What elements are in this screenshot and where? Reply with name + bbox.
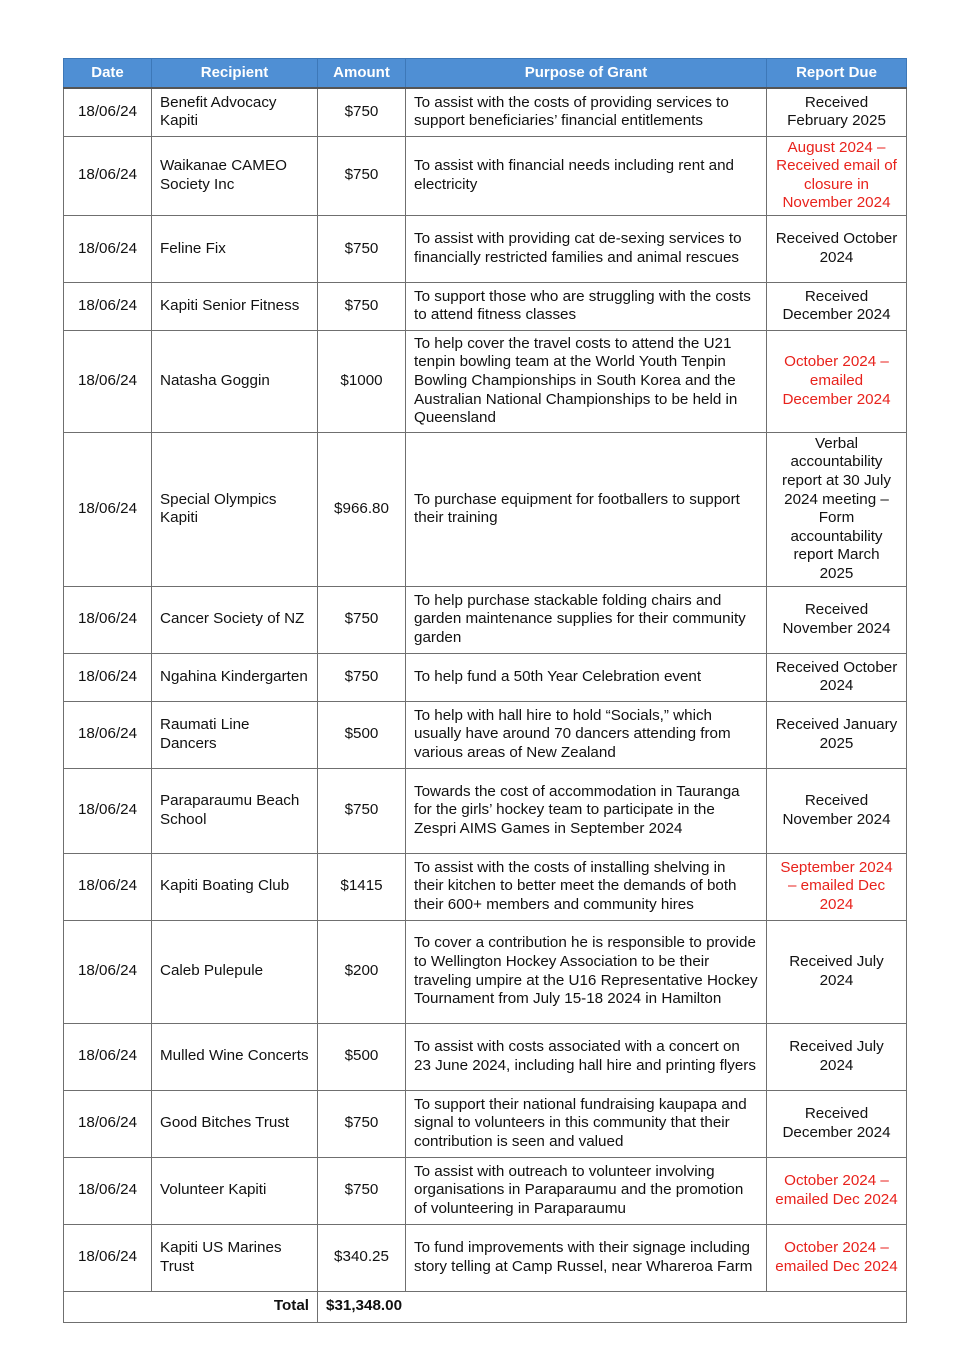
cell-date: 18/06/24 bbox=[64, 282, 152, 330]
cell-date: 18/06/24 bbox=[64, 330, 152, 432]
table-row bbox=[64, 1224, 907, 1291]
cell-amount: $750 bbox=[318, 586, 406, 653]
cell-date: 18/06/24 bbox=[64, 1023, 152, 1090]
cell-purpose: To fund improvements with their signage including story telling at Camp Russel, near Whareroa Farm bbox=[406, 1224, 767, 1291]
cell-purpose: Towards the cost of accommodation in Tauranga for the girls’ hockey team to participate in the Zespri AIMS Games in September 2024 bbox=[406, 768, 767, 853]
cell-amount: $340.25 bbox=[318, 1224, 406, 1291]
cell-date: 18/06/24 bbox=[64, 88, 152, 136]
cell-recipient: Kapiti Boating Club bbox=[152, 853, 318, 920]
cell-date: 18/06/24 bbox=[64, 653, 152, 701]
cell-purpose: To assist with providing cat de-sexing services to financially restricted families and animal rescues bbox=[406, 215, 767, 282]
cell-purpose: To assist with the costs of installing shelving in their kitchen to better meet the demands of both their 600+ members and community hires bbox=[406, 853, 767, 920]
cell-report-due: Verbal accountability report at 30 July 2024 meeting – Form accountability report March 2025 bbox=[767, 432, 907, 586]
cell-report-due: October 2024 – emailed Dec 2024 bbox=[767, 1224, 907, 1291]
grants-table bbox=[63, 58, 907, 1323]
cell-report-due: Received November 2024 bbox=[767, 768, 907, 853]
cell-recipient: Feline Fix bbox=[152, 215, 318, 282]
cell-purpose: To help purchase stackable folding chairs and garden maintenance supplies for their community garden bbox=[406, 586, 767, 653]
cell-date: 18/06/24 bbox=[64, 701, 152, 768]
cell-recipient: Caleb Pulepule bbox=[152, 920, 318, 1023]
header-row bbox=[64, 59, 907, 89]
cell-report-due: Received December 2024 bbox=[767, 1090, 907, 1157]
table-row bbox=[64, 1157, 907, 1224]
cell-purpose: To assist with costs associated with a concert on 23 June 2024, including hall hire and printing flyers bbox=[406, 1023, 767, 1090]
cell-recipient: Ngahina Kindergarten bbox=[152, 653, 318, 701]
cell-report-due: Received January 2025 bbox=[767, 701, 907, 768]
cell-report-due: Received February 2025 bbox=[767, 88, 907, 136]
cell-date: 18/06/24 bbox=[64, 768, 152, 853]
header-report-due: Report Due bbox=[767, 59, 907, 89]
cell-date: 18/06/24 bbox=[64, 432, 152, 586]
cell-recipient: Cancer Society of NZ bbox=[152, 586, 318, 653]
cell-amount: $500 bbox=[318, 1023, 406, 1090]
cell-report-due: Received July 2024 bbox=[767, 920, 907, 1023]
cell-purpose: To assist with financial needs including rent and electricity bbox=[406, 136, 767, 215]
table-row bbox=[64, 215, 907, 282]
cell-recipient: Mulled Wine Concerts bbox=[152, 1023, 318, 1090]
cell-recipient: Natasha Goggin bbox=[152, 330, 318, 432]
cell-amount: $750 bbox=[318, 1157, 406, 1224]
header-date: Date bbox=[64, 59, 152, 89]
total-amount: $31,348.00 bbox=[318, 1291, 907, 1322]
table-row bbox=[64, 432, 907, 586]
cell-report-due: Received October 2024 bbox=[767, 215, 907, 282]
table-row bbox=[64, 768, 907, 853]
total-row bbox=[64, 1291, 907, 1322]
cell-amount: $1415 bbox=[318, 853, 406, 920]
table-row bbox=[64, 136, 907, 215]
cell-amount: $750 bbox=[318, 136, 406, 215]
cell-date: 18/06/24 bbox=[64, 853, 152, 920]
cell-purpose: To support those who are struggling with the costs to attend fitness classes bbox=[406, 282, 767, 330]
total-label: Total bbox=[64, 1291, 318, 1322]
cell-recipient: Volunteer Kapiti bbox=[152, 1157, 318, 1224]
cell-date: 18/06/24 bbox=[64, 920, 152, 1023]
table-row bbox=[64, 920, 907, 1023]
cell-date: 18/06/24 bbox=[64, 1157, 152, 1224]
cell-amount: $966.80 bbox=[318, 432, 406, 586]
table-row bbox=[64, 853, 907, 920]
cell-purpose: To assist with outreach to volunteer involving organisations in Paraparaumu and the promotion of volunteering in Paraparaumu bbox=[406, 1157, 767, 1224]
table-body bbox=[64, 88, 907, 1322]
cell-purpose: To assist with the costs of providing services to support beneficiaries’ financial entitlements bbox=[406, 88, 767, 136]
cell-purpose: To help with hall hire to hold “Socials,” which usually have around 70 dancers attending from various areas of New Zealand bbox=[406, 701, 767, 768]
cell-recipient: Special Olympics Kapiti bbox=[152, 432, 318, 586]
table-row bbox=[64, 653, 907, 701]
table-header bbox=[64, 59, 907, 89]
cell-date: 18/06/24 bbox=[64, 215, 152, 282]
cell-purpose: To help cover the travel costs to attend the U21 tenpin bowling team at the World Youth Tenpin Bowling Championships in South Korea and the Australian National Championships to be held in Queensland bbox=[406, 330, 767, 432]
cell-amount: $750 bbox=[318, 215, 406, 282]
cell-amount: $750 bbox=[318, 282, 406, 330]
cell-date: 18/06/24 bbox=[64, 1224, 152, 1291]
cell-amount: $750 bbox=[318, 653, 406, 701]
cell-amount: $500 bbox=[318, 701, 406, 768]
cell-recipient: Waikanae CAMEO Society Inc bbox=[152, 136, 318, 215]
cell-recipient: Benefit Advocacy Kapiti bbox=[152, 88, 318, 136]
cell-recipient: Raumati Line Dancers bbox=[152, 701, 318, 768]
cell-date: 18/06/24 bbox=[64, 1090, 152, 1157]
header-amount: Amount bbox=[318, 59, 406, 89]
cell-amount: $200 bbox=[318, 920, 406, 1023]
cell-purpose: To support their national fundraising kaupapa and signal to volunteers in this community that their contribution is seen and valued bbox=[406, 1090, 767, 1157]
cell-date: 18/06/24 bbox=[64, 586, 152, 653]
table-row bbox=[64, 586, 907, 653]
cell-amount: $750 bbox=[318, 1090, 406, 1157]
cell-recipient: Kapiti US Marines Trust bbox=[152, 1224, 318, 1291]
header-recipient: Recipient bbox=[152, 59, 318, 89]
cell-report-due: Received July 2024 bbox=[767, 1023, 907, 1090]
cell-report-due: September 2024 – emailed Dec 2024 bbox=[767, 853, 907, 920]
table-row bbox=[64, 282, 907, 330]
cell-report-due: October 2024 – emailed Dec 2024 bbox=[767, 1157, 907, 1224]
cell-report-due: August 2024 – Received email of closure in November 2024 bbox=[767, 136, 907, 215]
table-row bbox=[64, 1023, 907, 1090]
cell-report-due: Received December 2024 bbox=[767, 282, 907, 330]
cell-recipient: Paraparaumu Beach School bbox=[152, 768, 318, 853]
cell-amount: $1000 bbox=[318, 330, 406, 432]
cell-recipient: Good Bitches Trust bbox=[152, 1090, 318, 1157]
cell-purpose: To purchase equipment for footballers to support their training bbox=[406, 432, 767, 586]
table-row bbox=[64, 88, 907, 136]
cell-purpose: To cover a contribution he is responsible to provide to Wellington Hockey Association to be their traveling umpire at the U16 Representative Hockey Tournament from July 15-18 2024 in Hamilton bbox=[406, 920, 767, 1023]
table-row bbox=[64, 701, 907, 768]
cell-report-due: October 2024 – emailed December 2024 bbox=[767, 330, 907, 432]
table-row bbox=[64, 1090, 907, 1157]
cell-amount: $750 bbox=[318, 768, 406, 853]
table-row bbox=[64, 330, 907, 432]
cell-report-due: Received October 2024 bbox=[767, 653, 907, 701]
cell-date: 18/06/24 bbox=[64, 136, 152, 215]
cell-report-due: Received November 2024 bbox=[767, 586, 907, 653]
header-purpose: Purpose of Grant bbox=[406, 59, 767, 89]
cell-recipient: Kapiti Senior Fitness bbox=[152, 282, 318, 330]
cell-purpose: To help fund a 50th Year Celebration event bbox=[406, 653, 767, 701]
cell-amount: $750 bbox=[318, 88, 406, 136]
